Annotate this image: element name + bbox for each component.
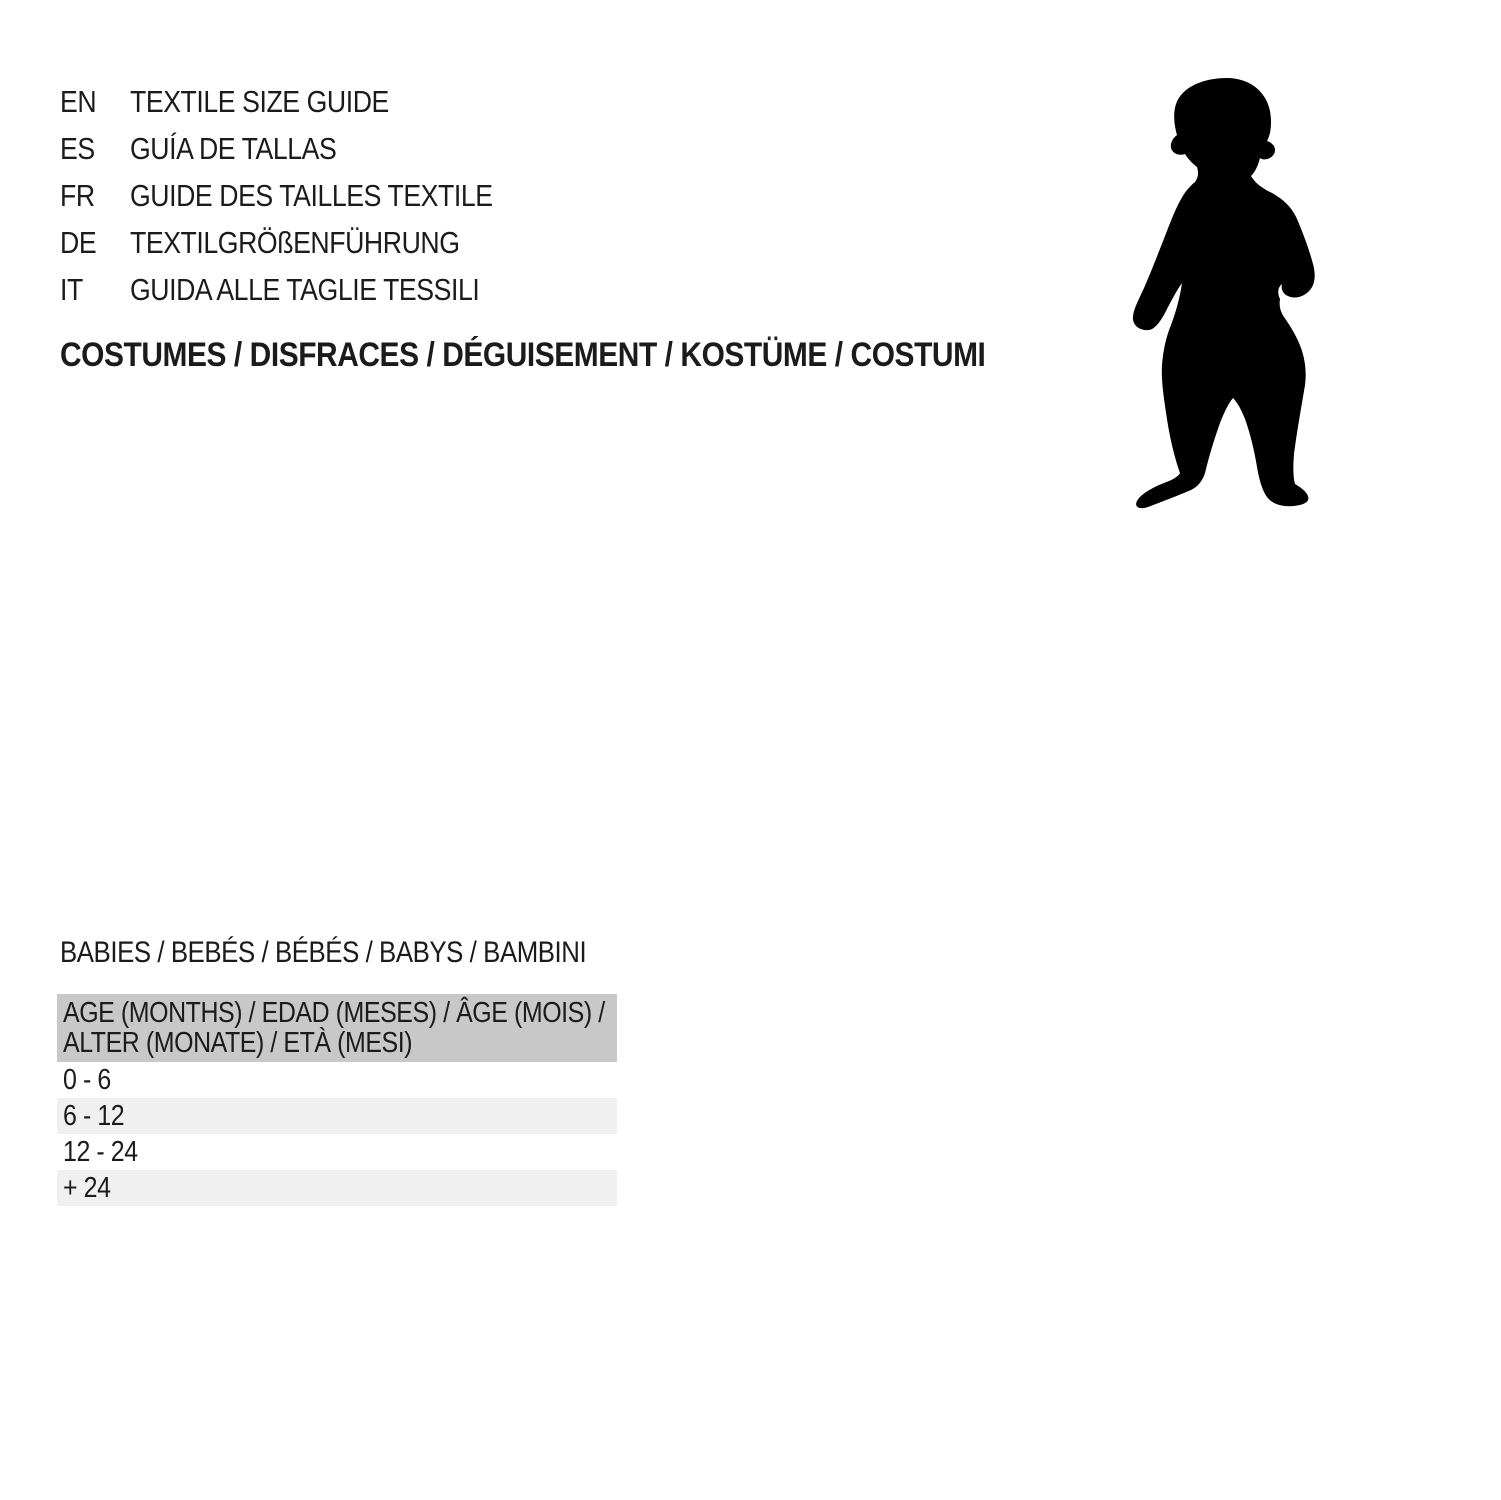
language-code: EN	[60, 83, 97, 119]
table-row-0-6: 0 - 6	[63, 1064, 111, 1096]
language-label: TEXTILE SIZE GUIDE	[130, 83, 389, 119]
table-header-line-2: ALTER (MONATE) / ETÀ (MESI)	[63, 1027, 413, 1059]
language-list	[60, 78, 552, 313]
language-code: FR	[60, 177, 95, 213]
babies-section-title: BABIES / BEBÉS / BÉBÉS / BABYS / BAMBINI	[60, 936, 587, 969]
language-label: TEXTILGRÖßENFÜHRUNG	[130, 224, 460, 260]
baby-silhouette-illustration	[1127, 78, 1317, 518]
language-row-fr	[60, 172, 552, 219]
language-row-de	[60, 219, 552, 266]
category-title: COSTUMES / DISFRACES / DÉGUISEMENT / KOSTÜME / COSTUMI	[60, 336, 986, 374]
language-code: DE	[60, 224, 97, 260]
language-label: GUIDE DES TAILLES TEXTILE	[130, 177, 493, 213]
table-header-age	[57, 994, 617, 1062]
table-header-line-1: AGE (MONTHS) / EDAD (MESES) / ÂGE (MOIS) /	[63, 997, 605, 1029]
baby-silhouette-icon	[1127, 78, 1317, 518]
language-label: GUÍA DE TALLAS	[130, 130, 337, 166]
table-row-plus-24: + 24	[57, 1170, 617, 1206]
language-row-it	[60, 266, 552, 313]
language-row-es	[60, 125, 552, 172]
age-size-table	[57, 994, 617, 1206]
language-code: ES	[60, 130, 95, 166]
language-code: IT	[60, 271, 83, 307]
table-row-12-24: 12 - 24	[63, 1136, 138, 1168]
language-label: GUIDA ALLE TAGLIE TESSILI	[130, 271, 480, 307]
table-row-6-12: 6 - 12	[57, 1098, 617, 1134]
language-row-en	[60, 78, 552, 125]
